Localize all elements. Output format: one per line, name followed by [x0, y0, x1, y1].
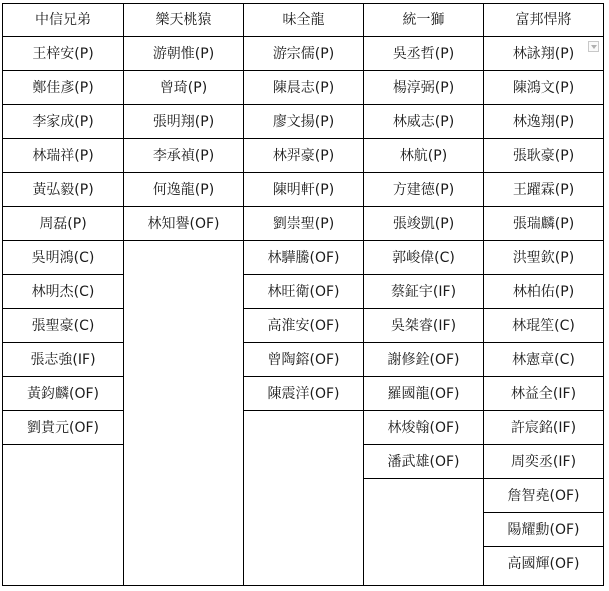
empty-cell — [364, 478, 483, 479]
player-cell: 周磊(P) — [3, 206, 123, 240]
player-cell: 王梓安(P) — [3, 36, 123, 70]
player-cell: 方建德(P) — [364, 172, 483, 206]
team-column-uni-lions — [363, 3, 483, 586]
team-header: 中信兄弟 — [3, 3, 123, 36]
player-cell: 林瑞祥(P) — [3, 138, 123, 172]
player-cell: 林柏佑(P) — [484, 274, 603, 308]
player-cell: 張瑞麟(P) — [484, 206, 603, 240]
team-column-wei-chuan-dragons — [243, 3, 363, 586]
player-cell: 高國輝(OF) — [484, 546, 603, 580]
roster-table — [2, 3, 604, 586]
player-cell: 陳明軒(P) — [244, 172, 363, 206]
dropdown-arrow-icon[interactable] — [588, 41, 599, 52]
team-header: 統一獅 — [364, 3, 483, 36]
player-cell: 劉崇聖(P) — [244, 206, 363, 240]
player-cell: 林知譽(OF) — [124, 206, 243, 240]
player-cell: 林逸翔(P) — [484, 104, 603, 138]
player-cell: 劉貴元(OF) — [3, 410, 123, 444]
table-bottom-border — [364, 585, 483, 586]
player-cell: 詹智堯(OF) — [484, 478, 603, 512]
player-cell: 吳丞哲(P) — [364, 36, 483, 70]
table-bottom-border — [244, 585, 363, 586]
player-cell: 林詠翔(P) — [484, 36, 603, 70]
player-cell: 蔡鉦宇(IF) — [364, 274, 483, 308]
team-header: 味全龍 — [244, 3, 363, 36]
player-cell: 李承禎(P) — [124, 138, 243, 172]
player-cell: 洪聖欽(P) — [484, 240, 603, 274]
player-cell: 周奕丞(IF) — [484, 444, 603, 478]
player-cell: 張志強(IF) — [3, 342, 123, 376]
player-cell: 王躍霖(P) — [484, 172, 603, 206]
player-cell: 羅國龍(OF) — [364, 376, 483, 410]
team-header: 樂天桃猿 — [124, 3, 243, 36]
player-cell: 林羿豪(P) — [244, 138, 363, 172]
player-cell: 楊淳弼(P) — [364, 70, 483, 104]
player-cell: 吳桀睿(IF) — [364, 308, 483, 342]
player-cell: 陽耀勳(OF) — [484, 512, 603, 546]
empty-cell — [3, 444, 123, 445]
player-cell: 張聖豪(C) — [3, 308, 123, 342]
table-bottom-border — [3, 585, 123, 586]
player-cell: 郭峻偉(C) — [364, 240, 483, 274]
player-cell: 曾琦(P) — [124, 70, 243, 104]
empty-cell — [124, 240, 243, 241]
player-cell: 曾陶鎔(OF) — [244, 342, 363, 376]
player-cell: 林航(P) — [364, 138, 483, 172]
player-cell: 林憲章(C) — [484, 342, 603, 376]
team-header: 富邦悍將 — [484, 3, 603, 36]
player-cell: 張耿豪(P) — [484, 138, 603, 172]
player-cell: 李家成(P) — [3, 104, 123, 138]
player-cell: 林威志(P) — [364, 104, 483, 138]
player-cell: 張明翔(P) — [124, 104, 243, 138]
player-cell: 高淮安(OF) — [244, 308, 363, 342]
player-cell: 鄭佳彥(P) — [3, 70, 123, 104]
player-cell: 陳晨志(P) — [244, 70, 363, 104]
player-cell: 林驊騰(OF) — [244, 240, 363, 274]
player-cell: 黃弘毅(P) — [3, 172, 123, 206]
player-cell: 黃鈞麟(OF) — [3, 376, 123, 410]
player-cell: 林明杰(C) — [3, 274, 123, 308]
player-cell: 林益全(IF) — [484, 376, 603, 410]
player-cell: 潘武雄(OF) — [364, 444, 483, 478]
player-cell: 廖文揚(P) — [244, 104, 363, 138]
player-cell: 林琨笙(C) — [484, 308, 603, 342]
player-cell: 謝修銓(OF) — [364, 342, 483, 376]
player-cell: 張竣凱(P) — [364, 206, 483, 240]
player-cell: 吳明鴻(C) — [3, 240, 123, 274]
team-column-chinatrust-brothers — [2, 3, 123, 586]
empty-cell — [244, 410, 363, 411]
player-cell: 陳震洋(OF) — [244, 376, 363, 410]
player-cell: 許宸銘(IF) — [484, 410, 603, 444]
team-column-rakuten-monkeys — [123, 3, 243, 586]
player-cell: 林旺衛(OF) — [244, 274, 363, 308]
team-column-fubon-guardians — [483, 3, 604, 586]
player-cell: 何逸龍(P) — [124, 172, 243, 206]
player-cell: 游宗儒(P) — [244, 36, 363, 70]
player-cell: 林焌翰(OF) — [364, 410, 483, 444]
table-bottom-border — [124, 585, 243, 586]
player-cell: 陳鴻文(P) — [484, 70, 603, 104]
player-cell: 游朝惟(P) — [124, 36, 243, 70]
table-bottom-border — [484, 585, 603, 586]
